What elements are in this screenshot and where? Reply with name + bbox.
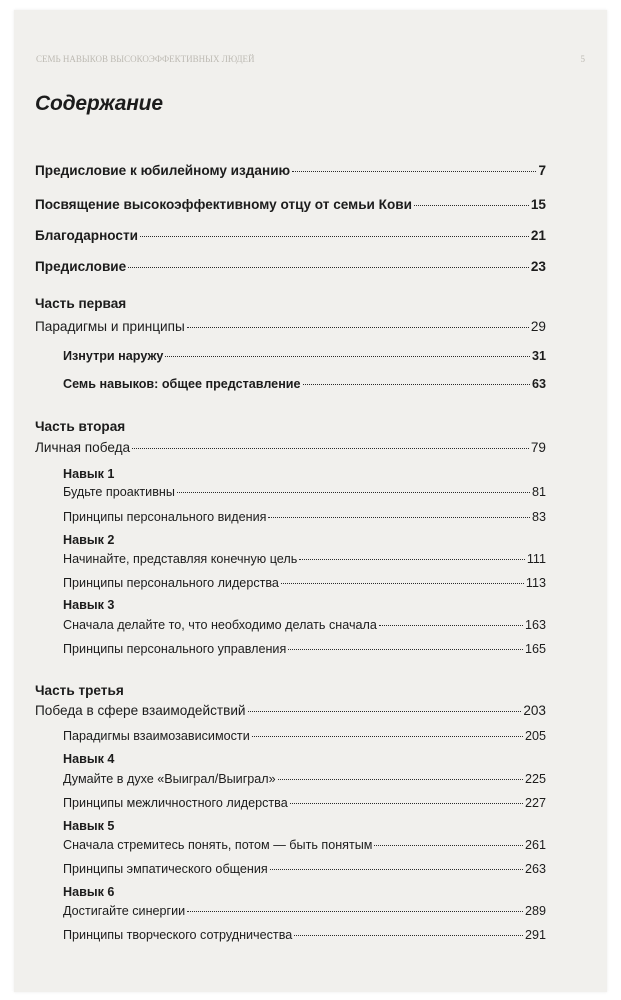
toc-entry[interactable]	[63, 618, 546, 638]
dot-leader	[248, 711, 522, 712]
dot-leader	[299, 559, 525, 560]
toc-entry-title: Достигайте синергии	[63, 904, 186, 918]
toc-entry-title: Предисловие к юбилейному изданию	[35, 163, 291, 178]
habit-label: Навык 6	[63, 885, 115, 899]
toc-entry[interactable]	[63, 904, 546, 924]
habit-label: Навык 1	[63, 467, 115, 481]
toc-entry-title: Сначала стремитесь понять, потом — быть понятым	[63, 838, 373, 852]
dot-leader	[268, 517, 530, 518]
toc-entry[interactable]	[63, 576, 546, 596]
toc-entry-title: Предисловие	[35, 259, 127, 274]
toc-entry-title: Победа в сфере взаимодействий	[35, 703, 246, 718]
dot-leader	[187, 911, 523, 912]
toc-entry[interactable]	[63, 838, 546, 858]
toc-entry-page: 111	[526, 552, 546, 566]
toc-entry[interactable]	[63, 349, 546, 369]
toc-entry[interactable]	[63, 862, 546, 882]
dot-leader	[303, 384, 530, 385]
toc-entry[interactable]	[35, 319, 546, 339]
toc-entry[interactable]	[35, 259, 546, 279]
toc-entry-title: Семь навыков: общее представление	[63, 377, 301, 391]
toc-entry-title: Начинайте, представляя конечную цель	[63, 552, 298, 566]
dot-leader	[294, 935, 523, 936]
toc-entry-page: 225	[524, 772, 546, 786]
toc-entry-title: Будьте проактивны	[63, 485, 175, 499]
toc-entry-title: Принципы творческого сотрудничества	[63, 928, 293, 942]
toc-entry-page: 31	[531, 349, 546, 363]
dot-leader	[374, 845, 523, 846]
dot-leader	[140, 236, 529, 237]
toc-entry[interactable]	[35, 163, 546, 183]
dot-leader	[288, 649, 523, 650]
toc-entry-title: Принципы межличностного лидерства	[63, 796, 288, 810]
toc-entry-page: 227	[524, 796, 546, 810]
toc-entry-title: Принципы эмпатического общения	[63, 862, 268, 876]
toc-entry[interactable]	[35, 440, 546, 460]
toc-entry[interactable]	[63, 642, 546, 662]
toc-entry-page: 15	[530, 197, 546, 212]
toc-entry[interactable]	[63, 552, 546, 572]
dot-leader	[281, 583, 524, 584]
toc-entry[interactable]	[63, 729, 546, 749]
dot-leader	[177, 492, 530, 493]
toc-entry-title: Принципы персонального управления	[63, 642, 287, 656]
book-page	[14, 10, 607, 992]
toc-entry[interactable]	[63, 772, 546, 792]
toc-entry-page: 203	[523, 703, 546, 718]
toc-entry-title: Принципы персонального видения	[63, 510, 267, 524]
toc-entry-page: 163	[524, 618, 546, 632]
dot-leader	[292, 171, 536, 172]
habit-label: Навык 2	[63, 533, 115, 547]
dot-leader	[379, 625, 523, 626]
toc-entry[interactable]	[63, 796, 546, 816]
dot-leader	[290, 803, 523, 804]
dot-leader	[270, 869, 523, 870]
toc-entry-title: Сначала делайте то, что необходимо делать сначала	[63, 618, 377, 632]
toc-entry-page: 289	[524, 904, 546, 918]
part-label: Часть вторая	[35, 419, 126, 434]
toc-entry-title: Посвящение высокоэффективному отцу от семьи Кови	[35, 197, 412, 212]
toc-entry-page: 165	[524, 642, 546, 656]
toc-entry[interactable]	[35, 703, 546, 723]
part-label: Часть первая	[35, 296, 127, 311]
toc-entry[interactable]	[63, 377, 546, 397]
dot-leader	[278, 779, 523, 780]
toc-entry[interactable]	[63, 928, 546, 948]
toc-entry-title: Благодарности	[35, 228, 138, 243]
toc-entry-page: 23	[530, 259, 546, 274]
toc-entry-page: 29	[530, 319, 546, 334]
toc-entry-page: 21	[530, 228, 546, 243]
dot-leader	[128, 267, 529, 268]
habit-label: Навык 4	[63, 752, 115, 766]
running-head	[36, 54, 585, 64]
toc-entry[interactable]	[35, 197, 546, 217]
toc-entry-page: 81	[531, 485, 546, 499]
running-head-page: 5	[580, 54, 585, 64]
toc-entry-title: Парадигмы взаимозависимости	[63, 729, 250, 743]
running-head-title: СЕМЬ НАВЫКОВ ВЫСОКОЭФФЕКТИВНЫХ ЛЮДЕЙ	[36, 54, 255, 64]
toc-entry-page: 63	[531, 377, 546, 391]
toc-entry[interactable]	[35, 228, 546, 248]
habit-label: Навык 5	[63, 819, 115, 833]
toc-entry-title: Парадигмы и принципы	[35, 319, 185, 334]
dot-leader	[132, 448, 529, 449]
toc-title: Содержание	[35, 92, 163, 115]
toc-entry-title: Принципы персонального лидерства	[63, 576, 279, 590]
toc-entry-page: 263	[524, 862, 546, 876]
habit-label: Навык 3	[63, 598, 115, 612]
toc-entry-page: 79	[530, 440, 546, 455]
toc-entry-page: 205	[524, 729, 546, 743]
dot-leader	[165, 356, 530, 357]
toc-entry[interactable]	[63, 485, 546, 505]
toc-entry[interactable]	[63, 510, 546, 530]
toc-entry-title: Изнутри наружу	[63, 349, 164, 363]
dot-leader	[252, 736, 523, 737]
toc-entry-page: 113	[525, 576, 546, 590]
part-label: Часть третья	[35, 683, 124, 698]
toc-entry-page: 83	[531, 510, 546, 524]
toc-entry-title: Думайте в духе «Выиграл/Выиграл»	[63, 772, 276, 786]
toc-entry-page: 261	[524, 838, 546, 852]
toc-entry-title: Личная победа	[35, 440, 131, 455]
toc-entry-page: 7	[538, 163, 546, 178]
toc-entry-page: 291	[524, 928, 546, 942]
dot-leader	[414, 205, 529, 206]
dot-leader	[187, 327, 529, 328]
